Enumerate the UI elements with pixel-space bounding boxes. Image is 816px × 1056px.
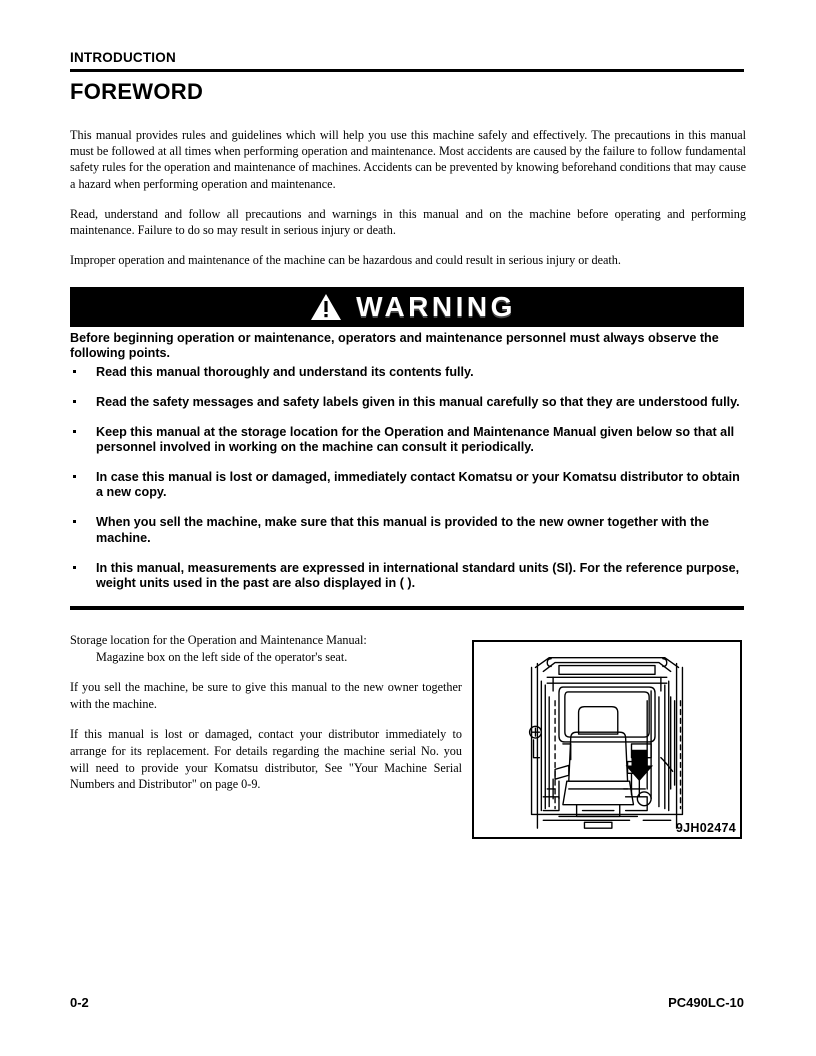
operator-cab-illustration: [474, 642, 740, 837]
storage-location-line: Magazine box on the left side of the operator's seat.: [96, 649, 348, 664]
intro-paragraph-2: Read, understand and follow all precautions and warnings in this manual and on the machine before operating and performing maintenance. Failure to do so may result in serious injury or death.: [70, 206, 746, 238]
bullet-dot-icon: [73, 430, 76, 433]
warning-triangle-icon: [310, 293, 342, 321]
warning-banner: [70, 287, 744, 327]
warning-label: WARNING WARNING: [356, 293, 516, 321]
section-divider-rule: [70, 606, 744, 610]
list-item: [70, 561, 746, 592]
list-item-text: Keep this manual at the storage location for the Operation and Maintenance Manual given below so that all personnel involved in working on the machine can consult it periodically.: [96, 424, 735, 455]
bullet-dot-icon: [73, 566, 76, 569]
intro-paragraphs: [70, 127, 746, 268]
figure-code: 9JH02474: [675, 821, 736, 835]
list-item-text: In case this manual is lost or damaged, immediately contact Komatsu or your Komatsu distributor to obtain a new copy.: [96, 469, 740, 500]
storage-location-section: [70, 632, 462, 793]
storage-heading-line: Storage location for the Operation and Maintenance Manual:: [70, 633, 367, 647]
running-head: INTRODUCTION: [70, 50, 176, 65]
safety-instructions: [70, 331, 746, 591]
footer-model: PC490LC-10: [668, 995, 744, 1010]
safety-bullet-list: [70, 365, 746, 592]
intro-paragraph-1: This manual provides rules and guidelines which will help you use this machine safely and effectively. The precautions in this manual must be followed at all times when performing operation and maintenance. Most accidents are caused by the failure to follow fundamental safety rules for the operation and maintenance of machines. Accidents can be prevented by knowing beforehand conditions that may cause a hazard when performing operation and maintenance.: [70, 128, 746, 191]
list-item-text: Read the safety messages and safety labels given in this manual carefully so that they are understood fully.: [96, 394, 740, 409]
list-item: [70, 425, 746, 456]
bullet-dot-icon: [73, 475, 76, 478]
bullet-dot-icon: [73, 400, 76, 403]
bullet-dot-icon: [73, 520, 76, 523]
footer-page-number: 0-2: [70, 995, 89, 1010]
list-item: [70, 515, 746, 546]
list-item: [70, 395, 746, 410]
figure-operator-cab: [472, 640, 742, 839]
storage-heading-paragraph: [70, 632, 462, 665]
intro-paragraph-3: Improper operation and maintenance of the machine can be hazardous and could result in serious injury or death.: [70, 253, 621, 268]
storage-paragraph-2: If you sell the machine, be sure to give this manual to the new owner together with the machine.: [70, 680, 462, 711]
list-item: [70, 365, 746, 380]
list-item-text: When you sell the machine, make sure that this manual is provided to the new owner together with the machine.: [96, 515, 709, 545]
warning-banner-content: [310, 293, 516, 321]
page-title: FOREWORD: [70, 79, 204, 104]
callout-arrow-icon: [626, 750, 653, 781]
list-item-text: In this manual, measurements are expressed in international standard units (SI). For the reference purpose, weight units used in the past are also displayed in ( ).: [96, 560, 740, 590]
bullet-dot-icon: [73, 370, 76, 373]
safety-lead-in: Before beginning operation or maintenance, operators and maintenance personnel must always observe the following points.: [70, 331, 719, 361]
list-item: [70, 470, 746, 501]
storage-paragraph-3: If this manual is lost or damaged, contact your distributor immediately to arrange for its replacement. For details regarding the machine serial No. you will need to provide your Komatsu distributor, See "Your Machine Serial Numbers and Distributor" on page 0-9.: [70, 727, 462, 792]
list-item-text: Read this manual thoroughly and understand its contents fully.: [96, 364, 474, 379]
header-rule: [70, 69, 744, 72]
